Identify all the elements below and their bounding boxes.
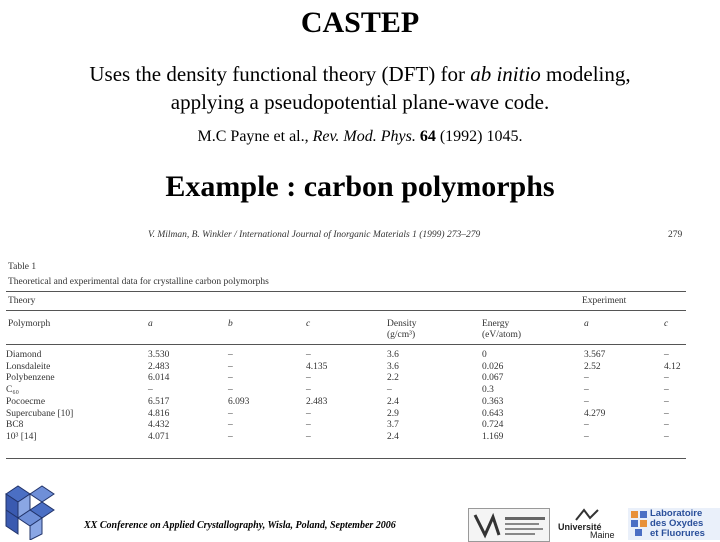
col-exp-a: a	[584, 319, 589, 329]
table-cell: Lonsdaleite	[6, 361, 51, 372]
col-exp-c: c	[664, 319, 669, 329]
table-cell: –	[584, 396, 589, 407]
reference-journal: Rev. Mod. Phys.	[312, 128, 416, 145]
table-cell: 0.026	[482, 361, 504, 372]
table-cell: 3.6	[387, 350, 399, 360]
table-cell: –	[664, 373, 669, 384]
table-cell: –	[306, 420, 311, 431]
col-polymorph: Polymorph	[8, 319, 51, 329]
table-cell: 0.724	[482, 420, 504, 431]
table-cell: 4.071	[148, 431, 170, 442]
table-cell: Supercubane [10]	[6, 408, 74, 419]
table-cell: 0.3	[482, 385, 494, 396]
header-rule	[6, 344, 686, 345]
laboratory-logo	[628, 508, 720, 540]
group-experiment: Experiment	[582, 296, 627, 306]
table-cell: 3.7	[387, 420, 399, 431]
table-cell: Diamond	[6, 350, 42, 360]
table-cell: Polybenzene	[6, 373, 55, 384]
laboratory-logo-text	[650, 509, 705, 539]
reference	[0, 128, 720, 146]
table-cell: 4.816	[148, 408, 170, 419]
table-cell: 2.4	[387, 396, 399, 407]
table-cell: 3.6	[387, 361, 399, 372]
table-row	[6, 397, 686, 409]
table-cell: BC8	[6, 420, 24, 431]
university-logo-text: Université	[558, 522, 602, 532]
table-cell: 6.093	[228, 396, 250, 407]
col-c: c	[306, 319, 311, 329]
table-cell: 4.12	[664, 361, 681, 372]
laboratory-mark-icon	[629, 509, 649, 539]
conference-footer: XX Conference on Applied Crystallography, Wisla, Poland, September 2006	[84, 520, 396, 531]
table-cell: 10³ [14]	[6, 431, 37, 442]
table-cell: –	[584, 431, 589, 442]
description-line-2: applying a pseudopotential plane-wave code.	[170, 90, 550, 114]
table-row	[6, 350, 686, 362]
description-post: modeling,	[540, 62, 631, 86]
table-cell: 0	[482, 350, 487, 360]
reference-tail: (1992) 1045.	[435, 128, 523, 145]
page-number: 279	[668, 230, 683, 240]
table-cell: –	[306, 350, 311, 360]
table-label: Table 1	[8, 262, 37, 272]
table-cell: Pocoecme	[6, 396, 46, 407]
table-cell: –	[148, 385, 153, 396]
table-cell: 1.169	[482, 431, 504, 442]
table-cell: –	[306, 385, 311, 396]
table-row	[6, 409, 686, 421]
lab-line-2: des Oxydes	[650, 518, 704, 529]
col-energy: Energy	[482, 319, 510, 329]
reference-authors: M.C Payne et al.,	[197, 128, 313, 145]
col-density: Density	[387, 319, 417, 329]
university-logo-text-2: Maine	[590, 530, 615, 540]
journal-header: V. Milman, B. Winkler / International Journal of Inorganic Materials 1 (1999) 273–279	[148, 230, 481, 240]
table-cell: –	[664, 431, 669, 442]
table-cell: 0.363	[482, 396, 504, 407]
table-cell: –	[228, 431, 233, 442]
table-cell: 6.517	[148, 396, 170, 407]
table-cell: –	[228, 350, 233, 360]
table-cell: –	[228, 373, 233, 384]
table-cell: 2.483	[306, 396, 328, 407]
table-cell: –	[664, 408, 669, 419]
table-cell: –	[664, 396, 669, 407]
university-logo	[556, 508, 620, 540]
table-cell: 0.643	[482, 408, 504, 419]
table-cell: –	[664, 350, 669, 360]
table-cell: 3.530	[148, 350, 170, 360]
group-theory: Theory	[8, 296, 36, 306]
table-row	[6, 420, 686, 432]
table-row	[6, 362, 686, 374]
group-rule	[6, 310, 686, 311]
table-cell: –	[228, 385, 233, 396]
table-cell: 2.2	[387, 373, 399, 384]
polyhedra-logo-icon	[0, 480, 60, 540]
lab-line-1: Laboratoire	[650, 508, 703, 519]
university-mark-icon	[556, 508, 620, 522]
table-cell: 4.279	[584, 408, 606, 419]
institute-logo-icon	[468, 508, 550, 542]
table-row	[6, 373, 686, 385]
table-cell: –	[306, 431, 311, 442]
table-cell: 6.014	[148, 373, 170, 384]
lab-line-3: et Fluorures	[650, 528, 705, 539]
table-cell: 2.52	[584, 361, 601, 372]
table-cell: –	[306, 373, 311, 384]
description-line-1	[0, 62, 720, 87]
example-heading: Example : carbon polymorphs	[165, 170, 555, 203]
table-cell: –	[584, 385, 589, 396]
table-cell: 2.9	[387, 408, 399, 419]
table-cell: –	[664, 420, 669, 431]
table-caption: Theoretical and experimental data for crystalline carbon polymorphs	[8, 277, 269, 287]
table-cell: –	[387, 385, 392, 396]
table-top-rule	[6, 291, 686, 292]
table-cell: –	[306, 408, 311, 419]
table-cell: 2.483	[148, 361, 170, 372]
data-table	[6, 350, 686, 444]
table-cell: 2.4	[387, 431, 399, 442]
table-cell: –	[584, 420, 589, 431]
col-energy-unit: (eV/atom)	[482, 330, 522, 340]
table-cell: –	[664, 385, 669, 396]
table-cell: C₆₀	[6, 385, 19, 396]
col-b: b	[228, 319, 233, 329]
table-cell: –	[228, 408, 233, 419]
table-cell: 4.135	[306, 361, 328, 372]
slide-title: CASTEP	[300, 6, 420, 39]
table-cell: –	[228, 361, 233, 372]
scanned-table-excerpt	[0, 224, 720, 464]
col-density-unit: (g/cm³)	[387, 330, 416, 340]
table-cell: –	[584, 373, 589, 384]
table-row	[6, 385, 686, 397]
table-row	[6, 432, 686, 444]
table-cell: 4.432	[148, 420, 170, 431]
reference-volume: 64	[419, 128, 436, 145]
description-pre: Uses the density functional theory (DFT) for	[89, 62, 471, 86]
description-emphasis: ab initio	[470, 62, 541, 86]
table-cell: 0.067	[482, 373, 504, 384]
table-cell: –	[228, 420, 233, 431]
table-bottom-rule	[6, 458, 686, 459]
table-cell: 3.567	[584, 350, 606, 360]
col-a: a	[148, 319, 153, 329]
